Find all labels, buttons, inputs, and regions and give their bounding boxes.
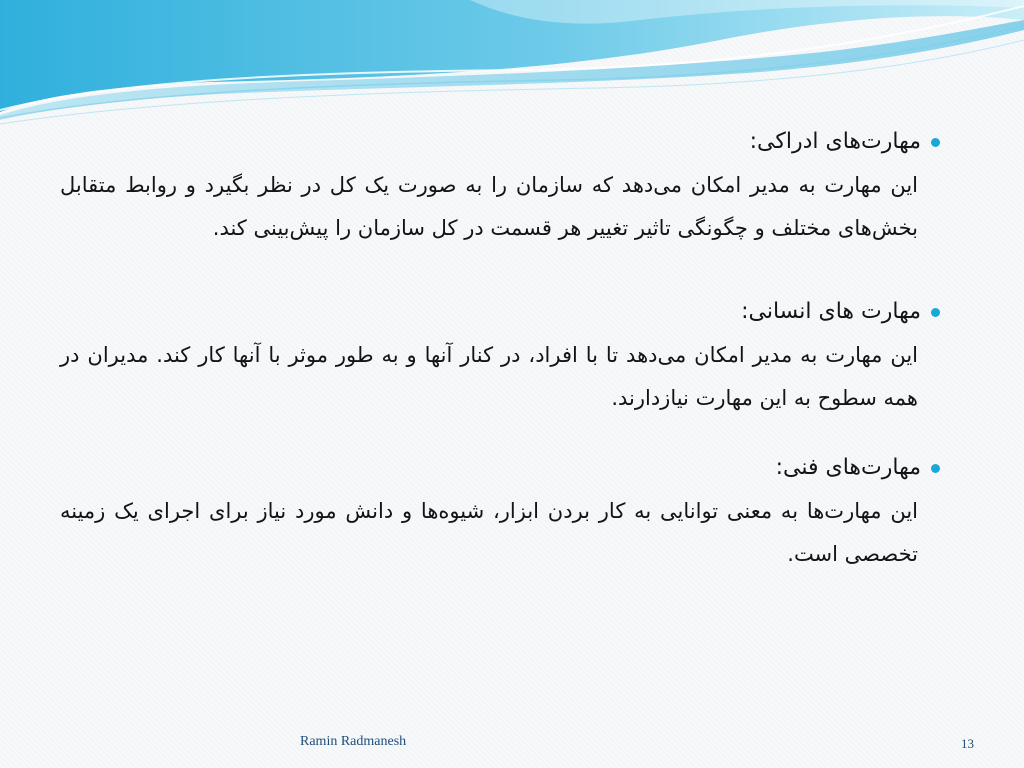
section-heading-row [60, 120, 940, 164]
section-heading: مهارت‌های فنی: [775, 455, 921, 480]
section-heading: مهارت‌های ادراکی: [749, 129, 921, 154]
section-body: این مهارت به مدیر امکان می‌دهد تا با افراد، در کنار آنها و به طور موثر با آنها کار کند. مدیران در همه سطوح به این مهارت نیازدارند. [60, 343, 918, 410]
section-body: این مهارت به مدیر امکان می‌دهد که سازمان را به صورت یک کل در نظر بگیرد و روابط متقابل بخش‌های مختلف و چگونگی تاثیر تغییر هر قسمت در کل سازمان را پیش‌بینی کند. [60, 173, 918, 240]
bullet-icon [931, 138, 940, 147]
section-perceptual-skills [60, 120, 940, 250]
section-heading-row [60, 446, 940, 490]
section-body: این مهارت‌ها به معنی توانایی به کار بردن ابزار، شیوه‌ها و دانش مورد نیاز برای اجرای یک زمینه تخصصی است. [60, 499, 918, 566]
section-heading-row [60, 290, 940, 334]
section-human-skills [60, 290, 940, 420]
footer-author: Ramin Radmanesh [300, 734, 407, 749]
section-technical-skills [60, 446, 940, 576]
bullet-icon [931, 464, 940, 473]
bullet-icon [931, 308, 940, 317]
section-heading: مهارت های انسانی: [741, 299, 921, 324]
slide-content [60, 120, 940, 602]
page-number: 13 [961, 736, 974, 751]
wave-header-decoration [0, 0, 1024, 130]
